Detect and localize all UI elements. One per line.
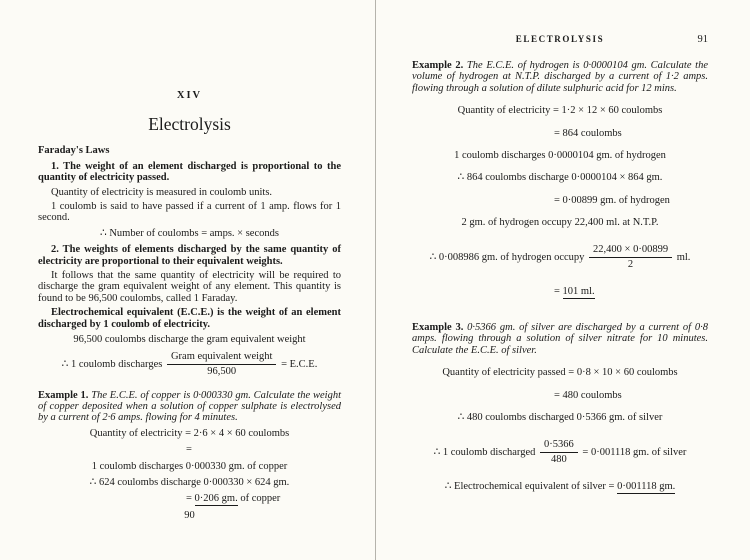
- equation-line: [38, 334, 341, 345]
- text-segment: ∴ 1 coulomb discharged: [433, 446, 536, 458]
- text-segment: = E.C.E.: [281, 358, 318, 370]
- equation-line: [412, 150, 708, 161]
- text-segment: ∴ 864 coulombs discharge 0·0000104 × 864 gm.: [457, 172, 663, 184]
- chapter-number: XIV: [176, 90, 203, 101]
- underlined-result: 101 ml.: [562, 285, 595, 297]
- text-segment: ∴ Electrochemical equivalent of silver =: [444, 480, 618, 492]
- text-segment: = 0·001118 gm. of silver: [582, 446, 687, 458]
- fraction-denominator: 2: [627, 258, 634, 270]
- text-segment: The E.C.E. of copper is 0·000330 gm. Calculate the weight of copper deposited when a solution of copper sulphate is electrolysed by a current of 2·6 amps. flowing for 4 minutes.: [38, 389, 341, 424]
- text-segment: ∴ 480 coulombs discharged 0·5366 gm. of silver: [457, 412, 663, 424]
- text-segment: of copper: [240, 493, 281, 505]
- fraction-denominator: 96,500: [207, 365, 237, 377]
- paragraph: [38, 244, 341, 267]
- text-segment: 1 coulomb is said to have passed if a current of 1 amp. flows for 1 second.: [38, 201, 341, 224]
- paragraph: [38, 161, 341, 184]
- example-paragraph: [412, 322, 708, 356]
- text-segment: =: [186, 493, 195, 505]
- page-divider: [375, 0, 376, 560]
- text-segment: 96,500 coulombs discharge the gram equivalent weight: [73, 334, 306, 346]
- equation-line: [38, 444, 341, 455]
- equation-line: [412, 128, 708, 139]
- text-segment: 1. The weight of an element discharged is proportional to the quantity of electricity passed.: [38, 160, 341, 184]
- text-segment: =: [554, 285, 563, 297]
- fraction-numerator: Gram equivalent weight: [167, 351, 276, 365]
- text-segment: ∴ 1 coulomb discharges: [61, 358, 163, 370]
- text-segment: 1 coulomb discharges 0·0000104 gm. of hydrogen: [454, 150, 666, 162]
- underlined-result: 0·206 gm.: [194, 493, 238, 505]
- paragraph: [38, 307, 341, 330]
- text-segment: 2 gm. of hydrogen occupy 22,400 ml. at N.T.P.: [461, 217, 659, 229]
- equation-line: [412, 439, 708, 466]
- chapter-title: Electrolysis: [148, 114, 231, 135]
- equation-line: [412, 172, 708, 183]
- footer-page-number: 90: [184, 509, 195, 521]
- paragraph: [38, 187, 341, 198]
- running-head-title: ELECTROLYSIS: [515, 34, 605, 44]
- text-segment: 0·5366 gm. of silver are discharged by a current of 0·8 amps. flowing through a solution of silver nitrate for 10 minutes. Calculate the E.C.E. of silver.: [412, 322, 708, 356]
- fraction-numerator: 0·5366: [540, 439, 578, 453]
- equation-line: [412, 390, 708, 401]
- equation-line: [38, 228, 341, 239]
- equation-line: [38, 493, 341, 504]
- fraction-denominator: 480: [551, 453, 567, 465]
- equation-line: [38, 428, 341, 439]
- equation-line: [412, 105, 708, 116]
- fraction: [167, 351, 276, 378]
- equation-line: [38, 351, 341, 378]
- fraction-numerator: 22,400 × 0·00899: [589, 244, 672, 258]
- underlined-result: 0·001118 gm.: [617, 480, 676, 492]
- text-segment: Example 2.: [412, 60, 464, 71]
- text-segment: = 480 coulombs: [554, 389, 622, 401]
- section-heading: Faraday's Laws: [38, 145, 110, 157]
- text-segment: Example 3.: [412, 322, 464, 334]
- equation-line: [412, 217, 708, 228]
- text-segment: 2. The weights of elements discharged by the same quantity of electricity are proportional to their equivalent weights.: [38, 244, 341, 267]
- text-segment: 1 coulomb discharges 0·000330 gm. of copper: [91, 460, 288, 472]
- equation-line: [38, 461, 341, 472]
- text-segment: ∴ Number of coulombs = amps. × seconds: [100, 227, 279, 239]
- fraction: [589, 244, 672, 271]
- text-segment: Example 1.: [38, 389, 89, 401]
- text-segment: It follows that the same quantity of electricity will be required to discharge the gram equivalent weight of any element. This quantity is found to be 96,500 coulombs, called 1 Faraday.: [38, 270, 341, 304]
- text-segment: The E.C.E. of hydrogen is 0·0000104 gm. Calculate the volume of hydrogen at N.T.P. discharged by a current of 1·2 amps. flowing through a solution of dilute sulphuric acid for 12 mins.: [412, 60, 708, 94]
- equation-line: [412, 367, 708, 378]
- example-paragraph: [38, 390, 341, 424]
- equation-line: [412, 481, 708, 492]
- paragraph: [38, 201, 341, 224]
- text-segment: ∴ 0·008986 gm. of hydrogen occupy: [429, 251, 585, 263]
- text-segment: Electrochemical equivalent (E.C.E.) is the weight of an element discharged by 1 coulomb of electricity.: [38, 307, 341, 330]
- fraction: [540, 439, 578, 466]
- page-right: [375, 0, 750, 560]
- equation-line: [38, 477, 341, 488]
- paragraph: [38, 270, 341, 304]
- text-segment: =: [186, 444, 192, 456]
- page-number: 91: [697, 34, 708, 45]
- text-segment: ml.: [676, 251, 691, 263]
- running-head: [412, 34, 708, 46]
- text-segment: Quantity of electricity = 2·6 × 4 × 60 coulombs: [89, 427, 290, 439]
- text-segment: = 0·00899 gm. of hydrogen: [554, 194, 670, 206]
- text-segment: Quantity of electricity = 1·2 × 12 × 60 coulombs: [457, 105, 663, 117]
- text-segment: Quantity of electricity passed = 0·8 × 10 × 60 coulombs: [442, 367, 678, 379]
- equation-line: [412, 195, 708, 206]
- equation-line: [412, 412, 708, 423]
- equation-line: [412, 244, 708, 271]
- text-segment: Quantity of electricity is measured in coulomb units.: [51, 186, 273, 198]
- text-segment: ∴ 624 coulombs discharge 0·000330 × 624 gm.: [89, 476, 290, 488]
- text-segment: = 864 coulombs: [554, 127, 622, 139]
- equation-line: [412, 286, 708, 297]
- example-paragraph: [412, 60, 708, 94]
